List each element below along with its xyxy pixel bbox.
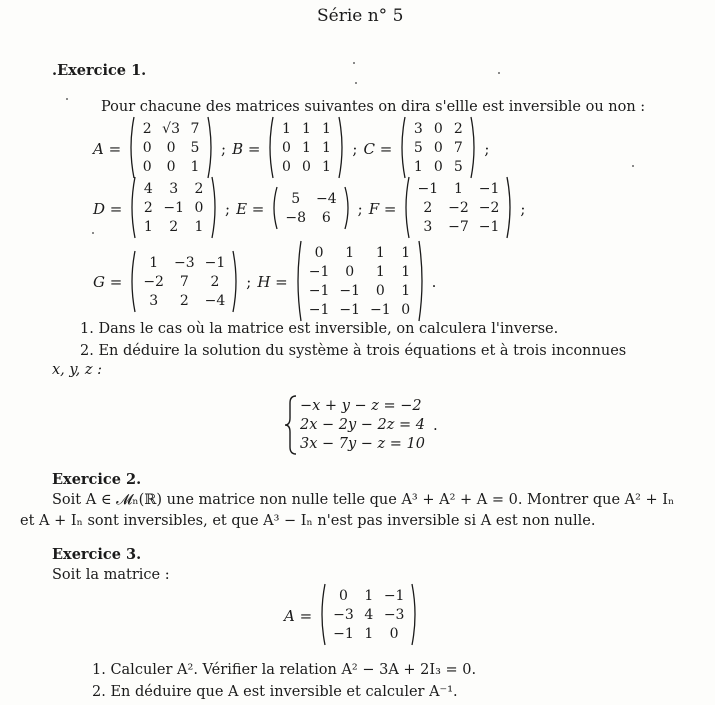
scan-speck (632, 165, 634, 167)
matrix-cell: 2 (179, 292, 189, 309)
matrix-cell: 0 (142, 140, 152, 156)
page-title: Série n° 5 (317, 6, 404, 26)
matrix-cell: 0 (433, 159, 443, 175)
matrix-cell: −1 (308, 302, 330, 318)
matrix-cell: 1 (321, 159, 331, 175)
matrix-cell: 1 (194, 219, 204, 235)
matrix-B (266, 116, 346, 181)
matrix-cell: −8 (285, 209, 307, 226)
matrix-cell: −4 (316, 190, 337, 207)
matrix-cell: −1 (333, 626, 354, 642)
matrix-cell: 7 (179, 273, 189, 290)
matrix-cell: 0 (281, 140, 291, 156)
matrix-cell: 5 (413, 140, 423, 156)
matrix-cell: −2 (448, 200, 469, 216)
matrix-H (294, 240, 426, 324)
matrix-cell: 5 (453, 159, 463, 175)
matrix-cell: −1 (308, 283, 330, 299)
matrix-cell: 3 (169, 181, 179, 197)
matrix-cell: −1 (308, 264, 330, 280)
matrix-left-paren (294, 240, 302, 322)
matrix-cell: 1 (364, 588, 374, 604)
matrix-grid (136, 250, 232, 315)
matrix-row-abc: A = 2 √3 7 0 0 5 0 0 1 ; B = 1 1 1 0 1 1 0 0 1 ; C = 3 0 2 5 0 7 1 0 5 ; (93, 116, 495, 181)
matrix-left-paren (398, 116, 406, 179)
matrix-cell: 1 (401, 264, 411, 280)
matrix-cell: 1 (375, 264, 385, 280)
exercise-2-heading: Exercice 2. (52, 471, 142, 488)
matrix-cell: 1 (321, 121, 331, 137)
exercise-1-q1: 1. Dans le cas où la matrice est inversible, on calculera l'inverse. (80, 321, 559, 337)
matrix-row-def: D = 4 3 2 2 −1 0 1 2 1 ; E = 5 −4 −8 6 ; F = −1 1 −1 2 −2 −2 3 −7 −1 ; (93, 176, 531, 241)
matrix-right-paren (418, 240, 426, 322)
matrix-right-paren (207, 116, 215, 179)
matrix-cell: 0 (314, 245, 324, 261)
matrix-E (270, 186, 351, 232)
matrix-left-paren (266, 116, 274, 179)
matrix-cell: 0 (401, 302, 411, 318)
matrix-cell: −1 (478, 219, 500, 235)
matrix-cell: −1 (163, 200, 185, 216)
matrix-right-paren (232, 250, 240, 313)
matrix-cell: 1 (401, 283, 411, 299)
matrix-cell: 3 (149, 292, 159, 309)
exercise-3-intro: Soit la matrice : (52, 567, 170, 583)
matrix-left-paren (128, 176, 136, 239)
equation-system (284, 395, 438, 455)
matrix-cell: 1 (401, 245, 411, 261)
matrix-cell: √3 (162, 121, 180, 137)
matrix-grid (406, 116, 470, 181)
matrix-right-paren (344, 186, 352, 230)
matrix-cell: 1 (149, 254, 159, 271)
matrix-cell: 1 (413, 159, 423, 175)
matrix-grid (326, 583, 411, 648)
matrix-cell: 0 (389, 626, 399, 642)
scan-speck (355, 82, 357, 84)
system-lines (300, 397, 425, 454)
matrix-cell: −1 (204, 254, 226, 271)
matrix-cell: 0 (433, 140, 443, 156)
matrix-cell: 3 (423, 219, 433, 235)
matrix-A (127, 116, 215, 181)
matrix-cell: −3 (383, 607, 405, 623)
matrix-cell: −1 (383, 588, 405, 604)
matrix-cell: 1 (190, 159, 200, 175)
matrix-left-paren (128, 250, 136, 313)
matrix-right-paren (470, 116, 478, 179)
matrix-cell: 2 (142, 121, 152, 137)
system-equation-2: 2x − 2y − 2z = 4 (300, 416, 426, 433)
matrix-G (128, 250, 240, 315)
matrix-right-paren (338, 116, 346, 179)
matrix-cell: 0 (194, 200, 204, 216)
matrix-cell: −1 (339, 283, 361, 299)
matrix-cell: 0 (166, 140, 176, 156)
matrix-cell: 2 (143, 200, 153, 216)
matrix-cell: 5 (190, 140, 200, 156)
system-period: . (433, 416, 438, 434)
matrix-cell: 0 (166, 159, 176, 175)
matrix-cell: 7 (453, 140, 463, 156)
matrix-cell: 6 (321, 209, 331, 226)
matrix-grid (302, 240, 418, 324)
matrix-cell: 1 (453, 181, 463, 197)
matrix-grid (410, 176, 506, 241)
exercise-1-q2-unknowns: x, y, z : (52, 362, 103, 378)
exercise-3-heading: Exercice 3. (52, 546, 142, 563)
matrix-cell: −3 (173, 254, 195, 271)
matrix-cell: 0 (301, 159, 311, 175)
matrix-right-paren (411, 583, 419, 646)
matrix-cell: 2 (210, 273, 220, 290)
matrix-grid (278, 186, 343, 232)
matrix-cell: −7 (448, 219, 469, 235)
matrix-cell: 0 (433, 121, 443, 137)
exercise-3-q2: 2. En déduire que A est inversible et calculer A⁻¹. (92, 684, 458, 700)
matrix-left-paren (270, 186, 278, 230)
matrix-cell: 1 (375, 245, 385, 261)
matrix-C (398, 116, 478, 181)
system-brace (284, 395, 298, 455)
exercise-3-q1: 1. Calculer A². Vérifier la relation A² − 3A + 2I₃ = 0. (92, 662, 477, 678)
matrix-cell: 0 (339, 588, 348, 604)
matrix-right-paren (506, 176, 514, 239)
matrix-cell: 5 (291, 190, 301, 207)
matrix-cell: 1 (301, 121, 311, 137)
system-equation-1: −x + y − z = −2 (300, 397, 422, 414)
matrix-right-paren (211, 176, 219, 239)
scan-speck (353, 62, 355, 64)
matrix-cell: 2 (453, 121, 463, 137)
matrix-D (128, 176, 219, 241)
matrix-cell: 2 (194, 181, 204, 197)
exercise-1-q2: 2. En déduire la solution du système à trois équations et à trois inconnues (80, 343, 627, 359)
matrix-cell: −1 (370, 302, 391, 318)
exercise-3-matrix-row: A = 0 1 −1 −3 4 −3 −1 1 0 (284, 583, 419, 648)
matrix-cell: −3 (333, 607, 354, 623)
matrix-grid (135, 116, 207, 181)
matrix-cell: 0 (345, 264, 355, 280)
matrix-cell: 0 (281, 159, 291, 175)
matrix-cell: 1 (281, 121, 291, 137)
matrix-A-ex3 (318, 583, 419, 648)
matrix-cell: 2 (423, 200, 433, 216)
matrix-cell: −2 (143, 273, 164, 290)
exercise-2-line-2: et A + Iₙ sont inversibles, et que A³ − Iₙ n'est pas inversible si A est non nulle. (20, 513, 596, 529)
matrix-cell: −4 (204, 292, 226, 309)
scan-speck (66, 98, 68, 100)
matrix-cell: 7 (190, 121, 200, 137)
matrix-cell: 1 (345, 245, 355, 261)
matrix-cell: 3 (413, 121, 423, 137)
matrix-cell: 1 (321, 140, 331, 156)
matrix-cell: 2 (169, 219, 179, 235)
matrix-cell: −2 (478, 200, 500, 216)
matrix-left-paren (127, 116, 135, 179)
matrix-cell: 1 (301, 140, 311, 156)
matrix-cell: 0 (142, 159, 152, 175)
system-equation-3: 3x − 7y − z = 10 (300, 435, 426, 452)
matrix-left-paren (318, 583, 326, 646)
matrix-cell: 1 (143, 219, 153, 235)
matrix-left-paren (402, 176, 410, 239)
matrix-cell: 1 (364, 626, 374, 642)
matrix-cell: −1 (417, 181, 439, 197)
matrix-cell: 4 (364, 607, 374, 623)
matrix-cell: −1 (478, 181, 500, 197)
scan-speck (498, 72, 500, 74)
matrix-cell: −1 (339, 302, 361, 318)
exercise-1-heading: .Exercice 1. (52, 62, 147, 79)
matrix-cell: 0 (375, 283, 385, 299)
exercise-1-intro: Pour chacune des matrices suivantes on dira s'ellle est inversible ou non : (101, 99, 646, 115)
matrix-row-gh: G = 1 −3 −1 −2 7 2 3 2 −4 ; H = 0 1 1 1 −1 0 1 1 −1 −1 0 1 −1 −1 −1 0 . (93, 240, 442, 324)
exercise-2-line-1: Soit A ∈ 𝓜ₙ(ℝ) une matrice non nulle telle que A³ + A² + A = 0. Montrer que A² + Iₙ (52, 492, 675, 508)
matrix-F (402, 176, 514, 241)
matrix-grid (274, 116, 338, 181)
matrix-grid (136, 176, 211, 241)
matrix-cell: 4 (143, 181, 153, 197)
